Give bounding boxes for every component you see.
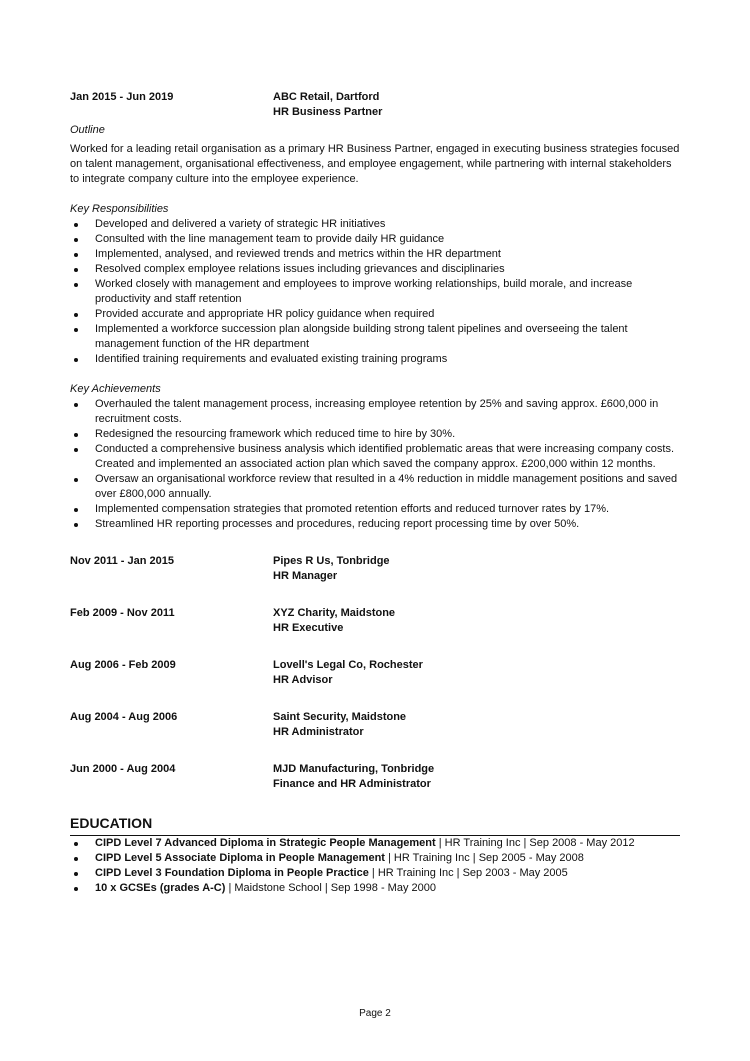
job-org-block <box>273 710 406 740</box>
job-title: Finance and HR Administrator <box>273 778 431 790</box>
qualification-name: 10 x GCSEs (grades A-C) <box>95 882 226 894</box>
resume-page-body <box>70 90 680 896</box>
list-item: Oversaw an organisational workforce review that resulted in a 4% reduction in middle management positions and saved over £800,000 annually. <box>70 472 680 502</box>
job-dates: Nov 2011 - Jan 2015 <box>70 555 174 567</box>
list-item: Identified training requirements and evaluated existing training programs <box>70 352 680 367</box>
qualification-details: | HR Training Inc | Sep 2005 - May 2008 <box>384 852 584 864</box>
list-item: Resolved complex employee relations issues including grievances and disciplinaries <box>70 262 680 277</box>
education-item <box>70 866 680 881</box>
list-item: Streamlined HR reporting processes and procedures, reducing report processing time by over 50%. <box>70 517 680 532</box>
list-item: Developed and delivered a variety of strategic HR initiatives <box>70 217 680 232</box>
qualification-name: CIPD Level 3 Foundation Diploma in People Practice <box>95 867 369 879</box>
job-employer: Pipes R Us, Tonbridge <box>273 555 390 567</box>
job-title: HR Administrator <box>273 726 364 738</box>
past-job-entry <box>70 554 680 584</box>
job-org-block <box>273 606 395 636</box>
job-dates: Aug 2006 - Feb 2009 <box>70 659 176 671</box>
job-dates: Jun 2000 - Aug 2004 <box>70 763 176 775</box>
job-dates: Feb 2009 - Nov 2011 <box>70 607 175 619</box>
qualification-details: | Maidstone School | Sep 1998 - May 2000 <box>225 882 436 894</box>
job-employer: Lovell's Legal Co, Rochester <box>273 659 423 671</box>
current-job-header <box>70 90 680 120</box>
page-number: Page 2 <box>359 1008 391 1019</box>
past-job-entry <box>70 762 680 792</box>
list-item: Implemented compensation strategies that promoted retention efforts and reduced turnover rates by 17%. <box>70 502 680 517</box>
job-title: HR Business Partner <box>273 106 383 118</box>
achievements-list <box>70 397 680 532</box>
past-job-entry <box>70 658 680 688</box>
responsibilities-label: Key Responsibilities <box>70 203 169 215</box>
list-item: Redesigned the resourcing framework which reduced time to hire by 30%. <box>70 427 680 442</box>
job-title: HR Manager <box>273 570 338 582</box>
job-title: HR Executive <box>273 622 344 634</box>
list-item: Implemented a workforce succession plan alongside building strong talent pipelines and overseeing the talent management function of the HR department <box>70 322 680 352</box>
job-employer: ABC Retail, Dartford <box>273 91 380 103</box>
outline-label: Outline <box>70 124 105 136</box>
past-job-entry <box>70 710 680 740</box>
list-item: Worked closely with management and employees to improve working relationships, build morale, and increase productivity and staff retention <box>70 277 680 307</box>
job-org-block <box>273 554 390 584</box>
job-title: HR Advisor <box>273 674 333 686</box>
job-org-block <box>273 90 382 120</box>
responsibilities-list <box>70 217 680 367</box>
list-item: Implemented, analysed, and reviewed trends and metrics within the HR department <box>70 247 680 262</box>
outline-text: Worked for a leading retail organisation as a primary HR Business Partner, engaged in executing business strategies focused on talent management, organisational effectiveness, and employee engagement, while partnering with internal stakeholders to integrate company culture into the employee experience. <box>70 143 680 185</box>
qualification-name: CIPD Level 5 Associate Diploma in People Management <box>95 852 385 864</box>
job-dates: Jan 2015 - Jun 2019 <box>70 91 174 103</box>
job-employer: Saint Security, Maidstone <box>273 711 407 723</box>
education-item <box>70 836 680 851</box>
list-item: Conducted a comprehensive business analysis which identified problematic areas that were increasing company costs. Created and implemented an associated action plan which saved the company approx. £200,000 within 12 months. <box>70 442 680 472</box>
qualification-details: | HR Training Inc | Sep 2008 - May 2012 <box>435 837 635 849</box>
list-item: Provided accurate and appropriate HR policy guidance when required <box>70 307 680 322</box>
qualification-details: | HR Training Inc | Sep 2003 - May 2005 <box>368 867 568 879</box>
education-item <box>70 851 680 866</box>
education-list <box>70 836 680 896</box>
past-job-entry <box>70 606 680 636</box>
job-org-block <box>273 762 434 792</box>
education-heading: EDUCATION <box>70 814 680 836</box>
list-item: Consulted with the line management team to provide daily HR guidance <box>70 232 680 247</box>
achievements-label: Key Achievements <box>70 383 161 395</box>
qualification-name: CIPD Level 7 Advanced Diploma in Strategic People Management <box>95 837 436 849</box>
job-org-block <box>273 658 423 688</box>
education-item <box>70 881 680 896</box>
job-dates: Aug 2004 - Aug 2006 <box>70 711 178 723</box>
job-employer: MJD Manufacturing, Tonbridge <box>273 763 435 775</box>
list-item: Overhauled the talent management process, increasing employee retention by 25% and saving approx. £600,000 in recruitment costs. <box>70 397 680 427</box>
job-employer: XYZ Charity, Maidstone <box>273 607 396 619</box>
